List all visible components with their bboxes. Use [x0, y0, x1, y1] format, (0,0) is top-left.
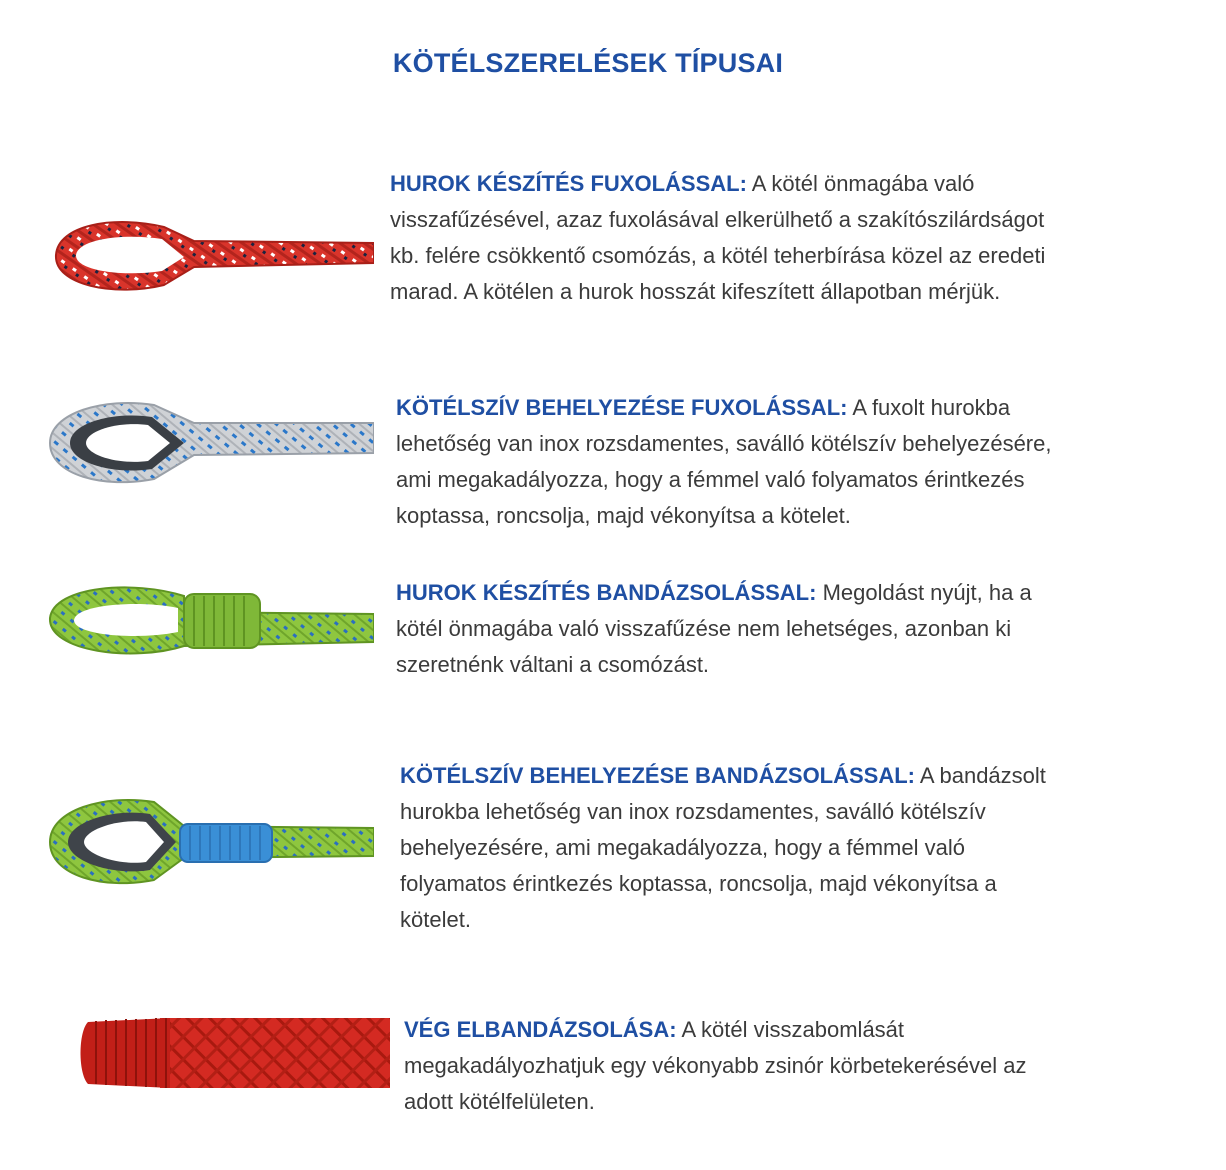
item-2-heading: KÖTÉLSZÍV BEHELYEZÉSE FUXOLÁSSAL:: [396, 395, 848, 420]
item-2-line-1: A fuxolt hurokba: [847, 395, 1011, 420]
red-rope-eye-splice-icon: [44, 205, 374, 305]
item-3-line-1: Megoldást nyújt, ha a: [816, 580, 1032, 605]
item-1-separator: :: [739, 171, 747, 196]
item-5-separator: :: [669, 1017, 677, 1042]
item-2-line-2: lehetőség van inox rozsdamentes, saválló kötélszív behelyezésére,: [396, 431, 1052, 456]
item-5-line-2: megakadályozhatjuk egy vékonyabb zsinór körbetekerésével az: [404, 1053, 1027, 1078]
item-5-line-1: A kötél visszabomlását: [676, 1017, 905, 1042]
item-4-line-3: behelyezésére, ami megakadályozza, hogy a fémmel való: [400, 835, 965, 860]
item-3-line-2: kötél önmagába való visszafűzése nem lehetséges, azonban ki: [396, 616, 1012, 641]
item-3-description: [396, 575, 1216, 683]
item-1-line-1: A kötél önmagába való: [746, 171, 975, 196]
green-rope-whipped-loop-icon: [44, 572, 374, 672]
item-5-line-3: adott kötélfelületen.: [404, 1089, 595, 1114]
grey-rope-thimble-splice-icon: [44, 393, 374, 493]
item-2-description: [396, 390, 1216, 534]
item-2-line-4: koptassa, roncsolja, majd vékonyítsa a kötelet.: [396, 503, 851, 528]
item-2-line-3: ami megakadályozza, hogy a fémmel való folyamatos érintkezés: [396, 467, 1025, 492]
item-1-line-4: marad. A kötélen a hurok hosszát kifeszített állapotban mérjük.: [390, 279, 1001, 304]
item-4-line-1: A bandázsolt: [915, 763, 1046, 788]
item-5-description: [404, 1012, 1214, 1120]
green-rope-thimble-whipped-icon: [44, 792, 374, 892]
item-4-heading: KÖTÉLSZÍV BEHELYEZÉSE BANDÁZSOLÁSSAL:: [400, 763, 916, 788]
item-1-heading: HUROK KÉSZÍTÉS FUXOLÁSSAL: [390, 171, 740, 196]
item-4-line-4: folyamatos érintkezés koptassa, roncsolja, majd vékonyítsa a: [400, 871, 997, 896]
item-4-description: [400, 758, 1220, 938]
item-1-description: [390, 166, 1210, 310]
red-rope-end-whipping-icon: [70, 1012, 390, 1092]
item-4-line-2: hurokba lehetőség van inox rozsdamentes, saválló kötélszív: [400, 799, 986, 824]
item-1-line-3: kb. felére csökkentő csomózás, a kötél teherbírása közel az eredeti: [390, 243, 1046, 268]
item-3-line-3: szeretnénk váltani a csomózást.: [396, 652, 710, 677]
item-4-line-5: kötelet.: [400, 907, 471, 932]
page-title: KÖTÉLSZERELÉSEK TÍPUSAI: [392, 48, 784, 78]
item-5-heading: VÉG ELBANDÁZSOLÁSA: [404, 1017, 670, 1042]
item-1-line-2: visszafűzésével, azaz fuxolásával elkerülhető a szakítószilárdságot: [390, 207, 1045, 232]
item-3-heading: HUROK KÉSZÍTÉS BANDÁZSOLÁSSAL:: [396, 580, 817, 605]
